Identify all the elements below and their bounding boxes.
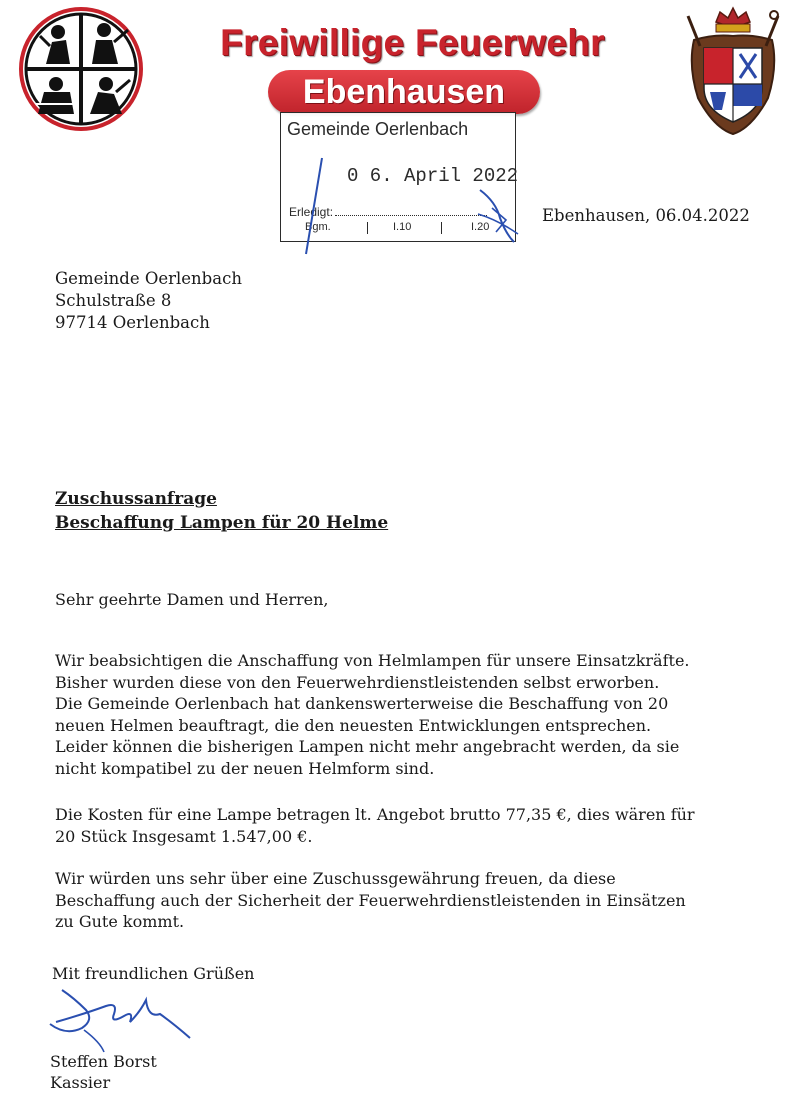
receipt-stamp	[280, 112, 519, 242]
municipal-coat-of-arms-icon	[686, 6, 780, 138]
stamp-separator	[441, 222, 442, 234]
body-line: Leider können die bisherigen Lampen nicht mehr angebracht werden, da sie	[55, 737, 680, 756]
body-paragraph-3	[55, 868, 686, 933]
stamp-title: Gemeinde Oerlenbach	[287, 119, 469, 139]
signer-role: Kassier	[50, 1073, 111, 1092]
body-line: Beschaffung auch der Sicherheit der Feuerwehrdienstleistenden in Einsätzen	[55, 890, 686, 910]
stamp-routing-row	[281, 217, 511, 237]
signer-block	[50, 1051, 157, 1093]
salutation: Sehr geehrte Damen und Herren,	[55, 590, 329, 609]
signer-name: Steffen Borst	[50, 1052, 157, 1071]
organization-subtitle: Ebenhausen	[268, 70, 540, 114]
recipient-line: Schulstraße 8	[55, 291, 172, 310]
body-line: nicht kompatibel zu der neuen Helmform sind.	[55, 758, 435, 778]
stamp-col-i10: I.10	[393, 221, 412, 233]
body-line: Bisher wurden diese von den Feuerwehrdienstleistenden selbst erworben.	[55, 672, 660, 692]
handwritten-signature	[44, 984, 194, 1054]
body-line: Die Kosten für eine Lampe betragen lt. Angebot brutto 77,35 €, dies wären für	[55, 805, 695, 824]
stamp-done-dotted-line	[335, 215, 487, 216]
closing-phrase: Mit freundlichen Grüßen	[52, 964, 255, 983]
stamp-date: 0 6. April 2022	[347, 165, 519, 187]
body-line: Wir beabsichtigen die Anschaffung von Helmlampen für unsere Einsatzkräfte.	[55, 651, 690, 670]
body-line: Wir würden uns sehr über eine Zuschussgewährung freuen, da diese	[55, 869, 616, 888]
stamp-col-bgm: Bgm.	[305, 221, 331, 233]
recipient-line: 97714 Oerlenbach	[55, 313, 210, 332]
body-paragraph-1	[55, 650, 690, 779]
recipient-address	[55, 268, 242, 334]
body-line: Die Gemeinde Oerlenbach hat dankenswerterweise die Beschaffung von 20	[55, 694, 669, 713]
subject-line-2: Beschaffung Lampen für 20 Helme	[55, 513, 389, 533]
fire-brigade-emblem-icon	[18, 6, 144, 132]
body-line: zu Gute kommt.	[55, 912, 185, 931]
body-paragraph-2	[55, 804, 695, 847]
stamp-col-i20: I.20	[471, 221, 490, 233]
stamp-done-label: Erledigt:	[289, 205, 334, 219]
body-line: 20 Stück Insgesamt 1.547,00 €.	[55, 826, 313, 846]
stamp-separator	[367, 222, 368, 234]
recipient-line: Gemeinde Oerlenbach	[55, 269, 242, 288]
subject-line-1: Zuschussanfrage	[55, 489, 217, 509]
letter-subject	[55, 487, 388, 535]
organization-title: Freiwillige Feuerwehr	[220, 22, 605, 63]
letter-date: Ebenhausen, 06.04.2022	[542, 206, 750, 225]
body-line: neuen Helmen beauftragt, die den neuesten Entwicklungen entsprechen.	[55, 715, 652, 735]
